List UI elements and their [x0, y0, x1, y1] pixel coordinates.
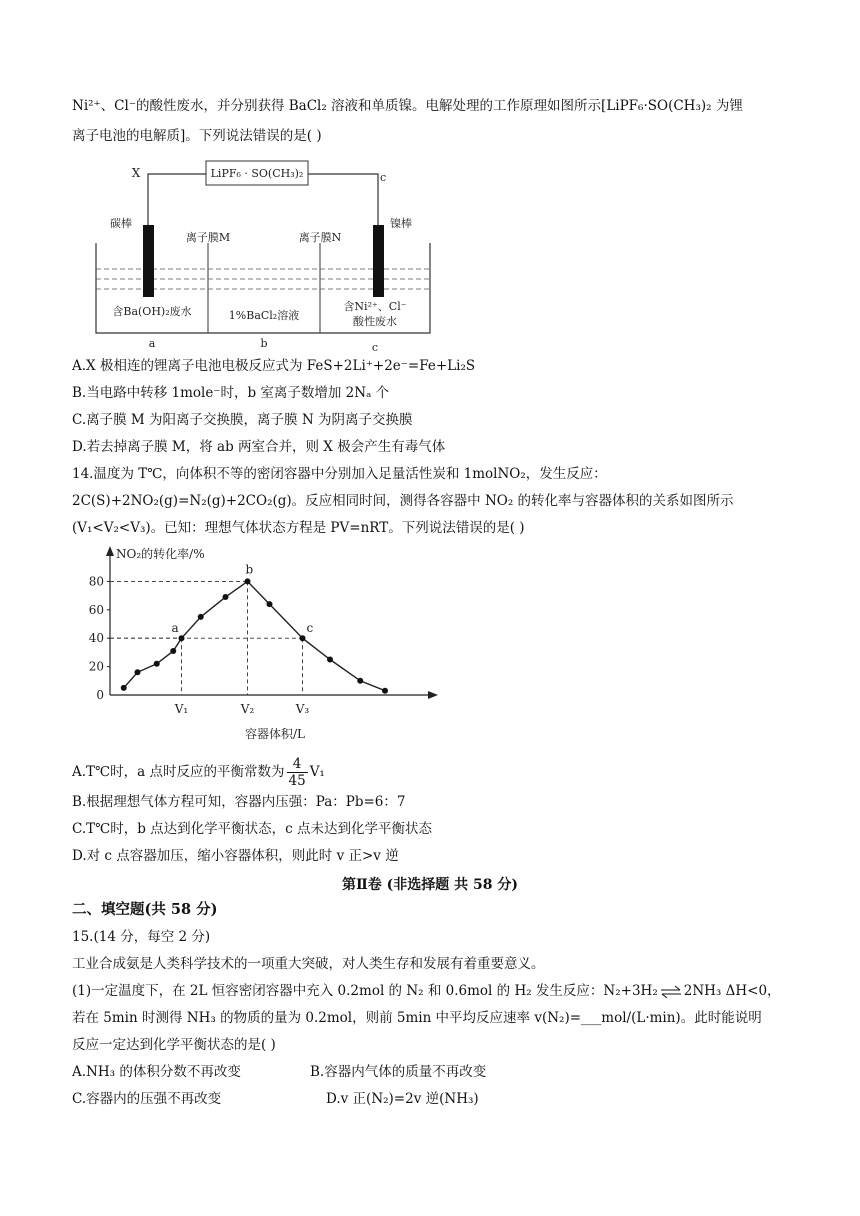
x-tick-label: V₃ [295, 702, 310, 716]
x-axis-label: 容器体积/L [244, 727, 306, 741]
data-point [198, 614, 204, 620]
q13-option-c: C.离子膜 M 为阳离子交换膜，离子膜 N 为阴离子交换膜 [72, 412, 413, 428]
nickel-rod-label: 镍棒 [390, 217, 412, 230]
q15-option-d: D.v 正(N₂)=2v 逆(NH₃) [326, 1091, 479, 1107]
data-point [300, 635, 306, 641]
q15-part1-line1 [72, 981, 781, 1001]
q14-option-c: C.T℃时，b 点达到化学平衡状态，c 点未达到化学平衡状态 [72, 821, 433, 837]
q13-option-a: A.X 极相连的锂离子电池电极反应式为 FeS+2Li⁺+2e⁻=Fe+Li₂S [72, 358, 476, 374]
series-line [124, 581, 385, 690]
q13-intro-line2: 离子电池的电解质]。下列说法错误的是( ) [72, 128, 322, 144]
point-label-a: a [171, 621, 179, 636]
room-c-content-2: 酸性废水 [353, 315, 397, 328]
membrane-m-label: 离子膜M [185, 231, 231, 244]
x-electrode-label: X [131, 166, 141, 180]
q15-option-a: A.NH₃ 的体积分数不再改变 [72, 1064, 241, 1080]
y-tick-label: 40 [88, 631, 104, 646]
q14-stem-line3: (V₁<V₂<V₃)。已知：理想气体状态方程是 PV=nRT。下列说法错误的是( ) [72, 520, 525, 536]
fraction-numerator: 4 [287, 756, 308, 773]
room-c-content-1: 含Ni²⁺、Cl⁻ [343, 300, 407, 313]
data-point [121, 685, 127, 691]
x-tick-label: V₂ [240, 702, 255, 716]
q15-header: 15.(14 分，每空 2 分) [72, 929, 211, 945]
data-point [154, 661, 160, 667]
q15-part1-text-a: (1)一定温度下，在 2L 恒容密闭容器中充入 0.2mol 的 N₂ 和 0.6mol 的 H₂ 发生反应：N₂+3H₂ [72, 983, 658, 999]
q15-option-c: C.容器内的压强不再改变 [72, 1091, 222, 1107]
x-axis-arrow [428, 691, 438, 699]
battery-label: LiPF₆ · SO(CH₃)₂ [210, 167, 304, 180]
room-a-content: 含Ba(OH)₂废水 [112, 305, 192, 318]
point-label-b: b [245, 562, 254, 577]
y-axis-arrow [106, 546, 114, 556]
fraction-denominator: 45 [288, 773, 306, 789]
q14-option-d: D.对 c 点容器加压，缩小容器体积，则此时 v 正>v 逆 [72, 848, 399, 864]
part2-title: 第Ⅱ卷 (非选择题 共 58 分) [341, 877, 519, 893]
carbon-rod-label: 碳棒 [110, 217, 132, 230]
y-tick-label: 60 [88, 602, 104, 617]
conversion-chart [80, 540, 450, 750]
q14-option-b: B.根据理想气体方程可知，容器内压强：Pa：Pb=6：7 [72, 794, 406, 810]
room-b-content: 1%BaCl₂溶液 [228, 309, 300, 322]
equilibrium-arrow-icon [660, 985, 682, 999]
fraction [287, 756, 308, 789]
q15-part1-text-b: 2NH₃ ΔH<0， [683, 983, 781, 999]
data-point [267, 601, 273, 607]
y-tick-label: 80 [88, 574, 104, 589]
data-point [223, 594, 229, 600]
carbon-rod [143, 225, 154, 297]
x-tick-label: V₁ [174, 702, 189, 716]
electrolysis-diagram [90, 155, 450, 355]
data-point [170, 648, 176, 654]
data-point [135, 669, 141, 675]
room-c-label: c [371, 341, 379, 354]
q15-part1-line3: 反应一定达到化学平衡状态的是( ) [72, 1037, 276, 1053]
q13-option-b: B.当电路中转移 1mole⁻时，b 室离子数增加 2Nₐ 个 [72, 385, 390, 401]
q15-intro: 工业合成氨是人类科学技术的一项重大突破，对人类生存和发展有着重要意义。 [72, 956, 545, 972]
section-heading: 二、填空题(共 58 分) [72, 901, 218, 918]
c-terminal-label: c [380, 171, 387, 184]
q13-option-d: D.若去掉离子膜 M，将 ab 两室合并，则 X 极会产生有毒气体 [72, 439, 446, 455]
y-tick-label: 20 [88, 659, 104, 674]
q14-stem-line2: 2C(S)+2NO₂(g)=N₂(g)+2CO₂(g)。反应相同时间，测得各容器中 NO₂ 的转化率与容器体积的关系如图所示 [72, 493, 734, 509]
q14-option-a-suffix: V₁ [309, 764, 325, 780]
room-a-label: a [148, 337, 156, 350]
q14-option-a-prefix: A.T℃时，a 点时反应的平衡常数为 [72, 764, 285, 780]
q15-part1-line2: 若在 5min 时测得 NH₃ 的物质的量为 0.2mol，则前 5min 中平均反应速率 v(N₂)=___mol/(L·min)。此时能说明 [72, 1010, 762, 1026]
q14-stem-line1: 14.温度为 T℃，向体积不等的密闭容器中分别加入足量活性炭和 1molNO₂，发生反应： [72, 466, 607, 482]
room-b-label: b [260, 337, 268, 350]
q13-intro-line1: Ni²⁺、Cl⁻的酸性废水，并分别获得 BaCl₂ 溶液和单质镍。电解处理的工作原理如图所示[LiPF₆·SO(CH₃)₂ 为锂 [72, 98, 743, 114]
data-point [327, 657, 333, 663]
q15-option-b: B.容器内气体的质量不再改变 [310, 1064, 487, 1080]
y-tick-label: 0 [96, 688, 104, 702]
data-point [357, 678, 363, 684]
nickel-rod [373, 225, 384, 297]
q14-option-a [72, 756, 325, 789]
data-point [179, 635, 185, 641]
point-label-c: c [306, 621, 314, 636]
membrane-n-label: 离子膜N [298, 231, 342, 244]
data-point [245, 578, 251, 584]
y-axis-label: NO₂的转化率/% [116, 547, 205, 561]
data-point [382, 688, 388, 694]
